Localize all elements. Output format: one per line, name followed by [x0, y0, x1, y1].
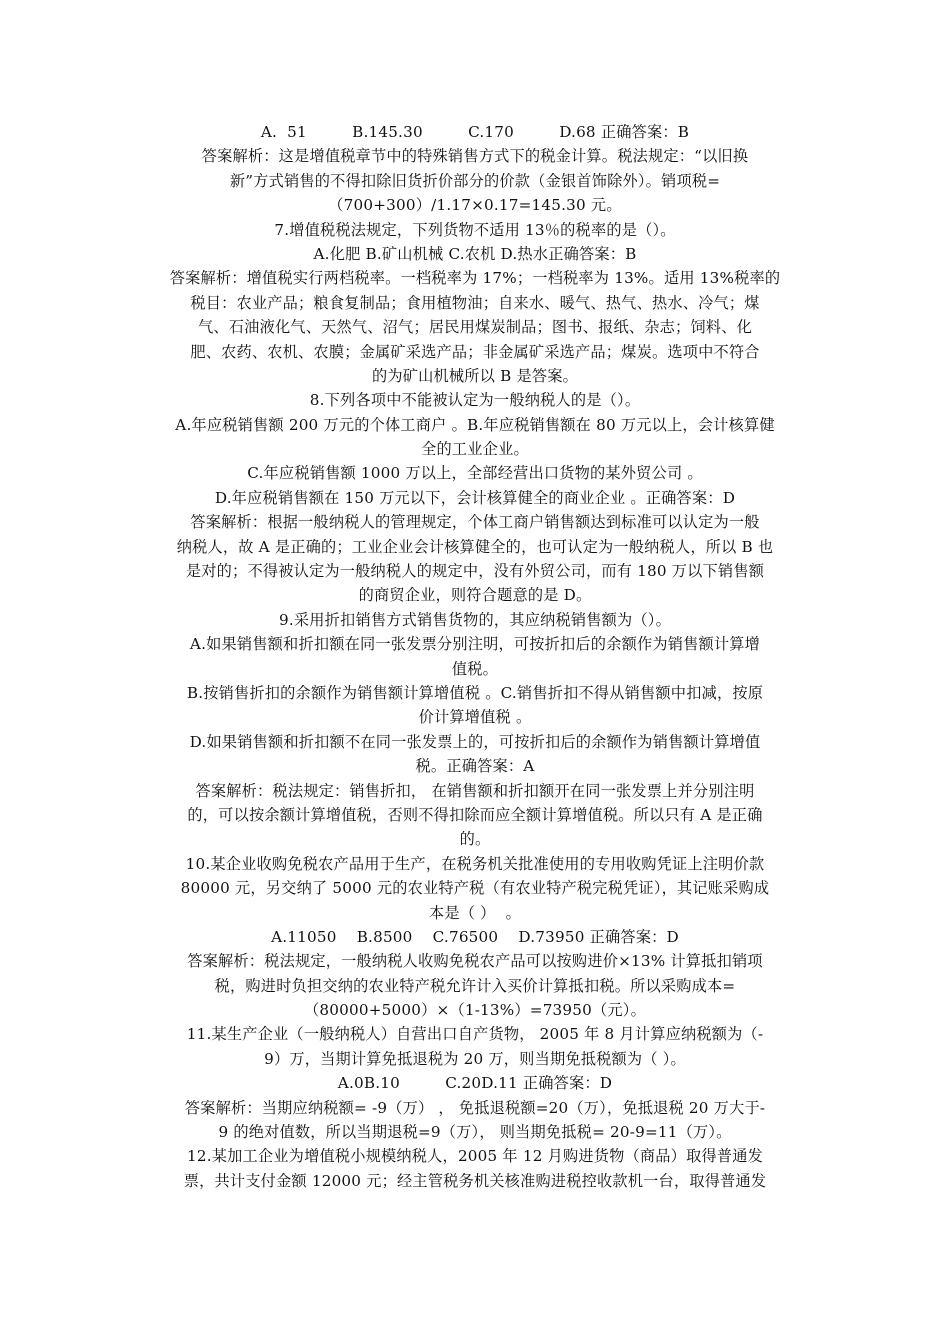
text-line: 全的工业企业。 [421, 440, 529, 459]
text-line: 税目：农业产品；粮食复制品；食用植物油；自来水、暖气、热气、热水、冷气；煤 [190, 293, 760, 312]
text-line: 答案解析：增值税实行两档税率。一档税率为 17%；一档税率为 13%。适用 13%税率的 [169, 269, 781, 288]
question-7-title: 7.增值税税法规定，下列货物不适用 13％的税率的是（）。 [274, 220, 676, 239]
text-line: D.如果销售额和折扣额不在同一张发票上的，可按折扣后的余额作为销售额计算增值 [189, 732, 761, 751]
text-line: 价计算增值税 。 [418, 708, 532, 727]
question-12-title: 12.某加工企业为增值税小规模纳税人，2005 年 12 月购进货物（商品）取得普通发 [186, 1147, 764, 1166]
text-line: D.年应税销售额在 150 万元以下，会计核算健全的商业企业 。正确答案：D [214, 488, 736, 507]
question-10-title: 10.某企业收购免税农产品用于生产，在税务机关批准使用的专用收购凭证上注明价款 [185, 854, 765, 873]
text-line: 80000 元，另交纳了 5000 元的农业特产税（有农业特产税完税凭证），其记账采购成 [180, 879, 770, 898]
text-line: 气、石油液化气、天然气、沼气；居民用煤炭制品；图书、报纸、杂志；饲料、化 [198, 318, 752, 337]
question-7-options: A.化肥 B.矿山机械 C.农机 D.热水正确答案：B [313, 244, 637, 263]
text-line: 本是（ ） 。 [428, 903, 522, 922]
text-line: 答案解析：税法规定，一般纳税人收购免税农产品可以按购进价×13% 计算抵扣销项 [187, 952, 763, 971]
text-line: B.按销售折扣的余额作为销售额计算增值税 。C.销售折扣不得从销售额中扣减，按原 [186, 683, 764, 702]
text-line: 9 的绝对值数，所以当期退税=9（万）， 则当期免抵税= 20-9=11（万）。 [218, 1123, 732, 1142]
document-page [138, 120, 812, 1193]
text-line: 答案解析：税法规定：销售折扣， 在销售额和折扣额开在同一张发票上并分别注明 [195, 781, 755, 800]
text-line: 税。正确答案：A [415, 757, 535, 776]
text-line: 税，购进时负担交纳的农业特产税允许计入买价计算抵扣税。所以采购成本= [214, 976, 736, 995]
text-line: 是对的；不得被认定为一般纳税人的规定中，没有外贸公司，而有 180 万以下销售额 [185, 562, 765, 581]
text-line: A.年应税销售额 200 万元的个体工商户 。B.年应税销售额在 80 万元以上，会计核算健 [175, 415, 775, 434]
text-line: 答案解析：当期应纳税额= -9（万） ， 免抵退税额=20（万），免抵退税 20 万大于- [184, 1098, 766, 1117]
text-line: 9）万，当期计算免抵退税为 20 万，则当期免抵税额为（ ）。 [264, 1049, 686, 1068]
text-line: 新”方式销售的不得扣除旧货折价部分的价款（金银首饰除外）。销项税= [229, 171, 721, 190]
text-line: 的，可以按余额计算增值税，否则不得扣除而应全额计算增值税。所以只有 A 是正确 [187, 805, 763, 824]
text-line: 答案解析：根据一般纳税人的管理规定，个体工商户销售额达到标准可以认定为一般 [190, 513, 760, 532]
text-line: 纳税人，故 A 是正确的；工业企业会计核算健全的，也可认定为一般纳税人，所以 B 也 [176, 537, 774, 556]
text-line: 的。 [459, 830, 491, 849]
text-line: 肥、农药、农机、农膜；金属矿采选产品；非金属矿采选产品；煤炭。选项中不符合 [190, 342, 760, 361]
text-line: A. 51 B.145.30 C.170 D.68 正确答案：B [260, 123, 690, 141]
text-line: 的为矿山机械所以 B 是答案。 [371, 366, 579, 385]
text-line: 答案解析：这是增值税章节中的特殊销售方式下的税金计算。税法规定：“以旧换 [201, 147, 749, 166]
question-9-title: 9.采用折扣销售方式销售货物的，其应纳税销售额为（）。 [279, 610, 671, 629]
text-line: 值税。 [451, 659, 499, 678]
question-11-title: 11.某生产企业（一般纳税人）自营出口自产货物， 2005 年 8 月计算应纳税额为（- [186, 1025, 764, 1044]
question-11-options: A.0B.10 C.20D.11 正确答案：D [337, 1074, 613, 1093]
question-8-title: 8.下列各项中不能被认定为一般纳税人的是（）。 [309, 391, 641, 410]
text-line: （80000+5000）×（1-13%）=73950（元）。 [304, 1001, 646, 1020]
text-line: C.年应税销售额 1000 万以上，全部经营出口货物的某外贸公司 。 [247, 464, 703, 483]
text-line: 的商贸企业，则符合题意的是 D。 [358, 586, 592, 605]
text-line: （700+300）/1.17×0.17=145.30 元。 [328, 196, 622, 215]
question-10-options: A.11050 B.8500 C.76500 D.73950 正确答案：D [271, 927, 679, 946]
text-line: A.如果销售额和折扣额在同一张发票分别注明，可按折扣后的余额作为销售额计算增 [189, 635, 761, 654]
text-line: 票，共计支付金额 12000 元；经主管税务机关核准购进税控收款机一台，取得普通发 [183, 1171, 767, 1190]
